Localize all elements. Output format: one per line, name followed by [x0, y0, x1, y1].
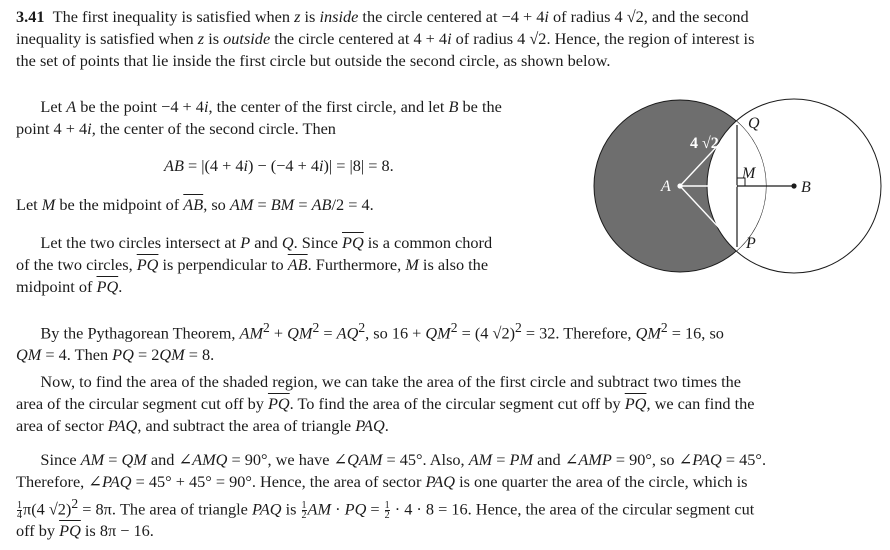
- fraction-half-2: $\frac{1}{2}$: [384, 500, 390, 522]
- fraction-quarter: $\frac{1}{4}$: [17, 500, 22, 522]
- label-radius: 4 √2: [690, 135, 719, 152]
- circles-figure: [586, 96, 890, 308]
- problem-number: 3.41: [16, 7, 45, 26]
- label-M: M: [742, 165, 756, 182]
- paragraph-area-plan: Now, to find the area of the shaded region, we can take the area of the first circle and subtract two times the area of the circular segment cut off by $\overline{PQ}$. To find the area of the circular segment cut off by $\overline{PQ}$, we can find the area of sector PAQ, and subtract the area of triangle PAQ.: [16, 372, 755, 435]
- paragraph-chord: Let the two circles intersect at P and Q. Since $\overline{PQ}$ is a common chord of the two circles, $\overline{PQ}$ is perpendicular to $\overline{AB}$. Furthermore, M is also the midpoint of $\overline{PQ}$.: [16, 233, 493, 296]
- point-A: [677, 183, 682, 188]
- paragraph-intro: 3.41 The first inequality is satisfied when z is inside the circle centered at −4 + 4i of radius 4 √2, and the second inequality is satisfied when z is outside the circle centered at 4 + 4i of radius 4 √2. Hence, the region of interest is the set of points that lie inside the first circle but outside the second circle, as shown below.: [16, 7, 755, 70]
- paragraph-angles: Since AM = QM and ∠AMQ = 90°, we have ∠QAM = 45°. Also, AM = PM and ∠AMP = 90°, so ∠PAQ = 45°. Therefore, ∠PAQ = 45° + 45° = 90°. Hence, the area of sector PAQ is one quarter the area of the circle, which is $\frac{1}{4}$ π(4 √2)$^2$ = 8π. The area of triangle PAQ is $\frac{1}{2}$ AM · PQ = $\frac{1}{2}$ · 4 · 8 = 16. Hence, the area of the circular segment cut off by $\overline{PQ}$ is 8π − 16.: [16, 450, 767, 541]
- fraction-half-1: $\frac{1}{2}$: [301, 500, 307, 522]
- label-Q: Q: [748, 115, 760, 132]
- paragraph-points: Let A be the point −4 + 4i, the center of the first circle, and let B be the point 4 + 4i, the center of the second circle. Then: [16, 97, 502, 138]
- label-P: P: [746, 235, 756, 252]
- paragraph-midpoint: Let M be the midpoint of $\overline{AB}$, so AM = BM = AB/2 = 4.: [16, 195, 374, 214]
- label-B: B: [801, 179, 811, 196]
- equation-ab: AB = |(4 + 4i) − (−4 + 4i)| = |8| = 8.: [164, 156, 394, 175]
- label-A: A: [661, 178, 671, 195]
- point-B: [791, 183, 796, 188]
- paragraph-pythagorean: By the Pythagorean Theorem, $AM^2 + QM^2 = AQ^2$, so $16 + QM^2 = (4$ √2)$^2$ = 32. Therefore, $QM^2 = 16$, so QM = 4. Then PQ = 2QM = 8.: [16, 320, 724, 365]
